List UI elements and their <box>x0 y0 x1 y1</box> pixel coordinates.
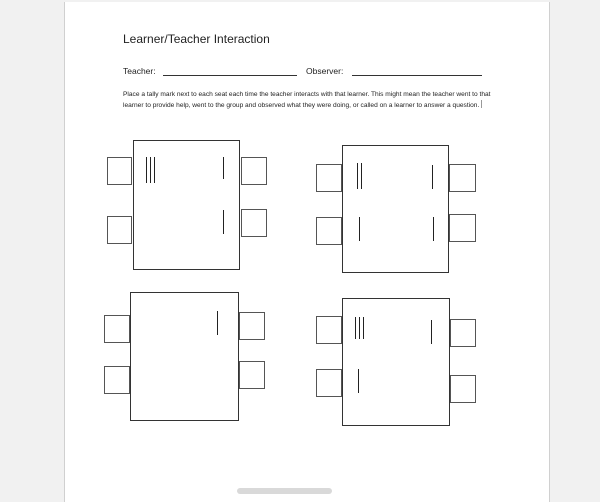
seat-3-top-left <box>104 315 130 343</box>
seat-1-bottom-right <box>241 209 267 237</box>
text-cursor <box>481 100 482 108</box>
tally-2-bottom-left <box>359 217 360 241</box>
seat-2-bottom-right <box>449 214 476 242</box>
tally-3-top-right <box>217 311 218 335</box>
seat-4-bottom-right <box>450 375 476 403</box>
document-page <box>64 2 550 502</box>
tally-mark <box>223 210 224 234</box>
tally-4-top-right <box>431 320 432 344</box>
tally-mark <box>223 157 224 179</box>
seat-2-top-right <box>449 164 476 192</box>
tally-4-top-left <box>355 317 364 339</box>
seat-4-top-right <box>450 319 476 347</box>
tally-mark <box>217 311 218 335</box>
observer-line <box>352 75 482 76</box>
document-title: Learner/Teacher Interaction <box>123 32 270 46</box>
tally-mark <box>154 157 155 183</box>
seat-1-top-right <box>241 157 267 185</box>
seat-2-bottom-left <box>316 217 342 245</box>
seat-4-bottom-left <box>316 369 342 397</box>
seat-2-top-left <box>316 164 342 192</box>
table-3 <box>130 292 239 421</box>
horizontal-scrollbar[interactable] <box>237 488 332 494</box>
tally-mark <box>361 163 362 189</box>
tally-1-top-right <box>223 157 224 179</box>
observer-label: Observer: <box>306 66 344 76</box>
tally-mark <box>359 317 360 339</box>
tally-2-top-left <box>357 163 362 189</box>
tally-mark <box>358 369 359 393</box>
seat-3-bottom-left <box>104 366 130 394</box>
tally-4-bottom-left <box>358 369 359 393</box>
teacher-line <box>163 75 297 76</box>
seat-3-bottom-right <box>239 361 265 389</box>
seat-3-top-right <box>239 312 265 340</box>
tally-mark <box>359 217 360 241</box>
instructions-text: Place a tally mark next to each seat each time the teacher interacts with that learner. This might mean the teacher went to that learner to provide help, went to the group and observed what they were doing, or called on a learner to answer a question. <box>123 91 491 109</box>
tally-2-bottom-right <box>433 217 434 241</box>
tally-mark <box>150 157 151 183</box>
tally-mark <box>433 217 434 241</box>
seat-4-top-left <box>316 316 342 344</box>
seat-1-bottom-left <box>107 216 132 244</box>
tally-mark <box>363 317 364 339</box>
tally-mark <box>357 163 358 189</box>
tally-mark <box>431 320 432 344</box>
teacher-label: Teacher: <box>123 66 156 76</box>
seat-1-top-left <box>107 157 132 185</box>
tally-2-top-right <box>432 165 433 189</box>
tally-mark <box>355 317 356 339</box>
tally-1-top-left <box>146 157 155 183</box>
tally-1-bottom-right <box>223 210 224 234</box>
tally-mark <box>146 157 147 183</box>
tally-mark <box>432 165 433 189</box>
